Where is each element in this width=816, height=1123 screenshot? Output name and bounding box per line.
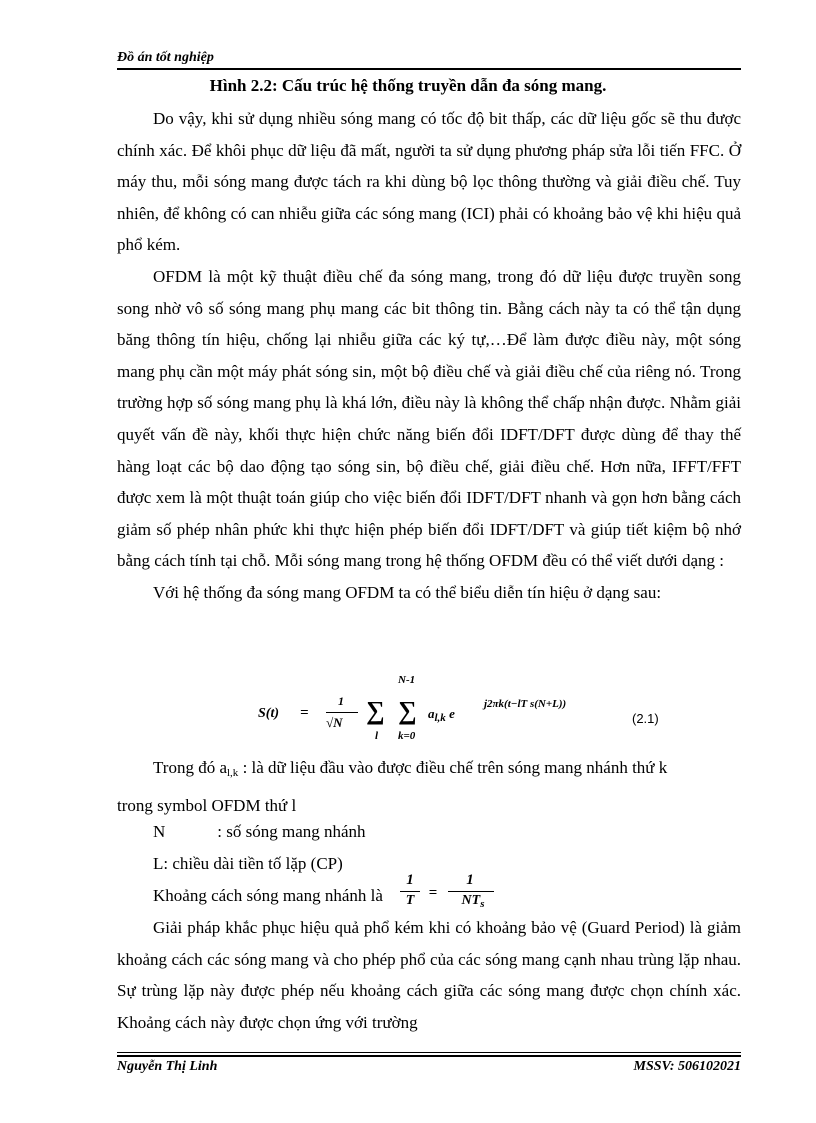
footer-rule-thin	[117, 1052, 741, 1053]
where-line-2: trong symbol OFDM thứ l	[117, 795, 297, 815]
formula-sum-l: ∑	[366, 696, 385, 725]
paragraph-1: Do vậy, khi sử dụng nhiều sóng mang có tốc độ bit thấp, các dữ liệu gốc sẽ thu được chính xác. Để khôi phục dữ liệu đã mất, người ta sử dụng phương pháp sửa lỗi tiến FFC. Ở máy thu, mỗi sóng mang được tách ra khi dùng bộ lọc thông thường và giải điều chế. Tuy nhiên, để không có can nhiễu giữa các sóng mang (ICI) phải có khoảng bảo vệ khi hiệu quả phổ kém.	[117, 109, 741, 255]
where-a-sub: l,k	[227, 767, 239, 779]
where-l-line: L: chiều dài tiền tố lặp (CP)	[153, 854, 343, 873]
formula-frac-num: 1	[338, 694, 344, 708]
spacing-den2: NT	[461, 893, 481, 908]
formula-sum2-top: N-1	[398, 674, 416, 686]
formula-frac-bar	[326, 712, 358, 713]
formula-sum-l-index: l	[375, 730, 379, 742]
formula-frac-den: √N	[326, 715, 343, 730]
spacing-frac1-num: 1	[406, 872, 414, 888]
where-n-desc: : số sóng mang nhánh	[217, 822, 366, 841]
spacing-equals: =	[428, 885, 438, 901]
formula-sum-k: ∑	[398, 696, 417, 725]
spacing-den2-sub: s	[480, 898, 485, 910]
footer-rule-thick	[117, 1055, 741, 1057]
formula-term-sub: l,k	[434, 712, 446, 724]
page-header	[117, 49, 741, 67]
spacing-text: Khoảng cách sóng mang nhánh là	[153, 886, 383, 905]
where-line-1	[117, 752, 741, 821]
figure-caption: Hình 2.2: Cấu trúc hệ thống truyền dẫn đa sóng mang.	[209, 76, 607, 95]
formula-exp-base: e	[449, 706, 455, 721]
header-rule	[117, 68, 741, 70]
where-a: Trong đó a	[153, 758, 227, 777]
spacing-frac2-den	[448, 893, 498, 910]
formula-term	[428, 706, 455, 724]
paragraph-2: OFDM là một kỹ thuật điều chế đa sóng mang, trong đó dữ liệu được truyền song song nhờ vô số sóng mang phụ mang các bit thông tin. Bằng cách này ta có thể tận dụng băng thông tín hiệu, chống lại nhiễu giữa các ký tự,…Để làm được điều này, một sóng mang phụ cần một máy phát sóng sin, một bộ điều chế và giải điều chế của riêng nó. Trong trường hợp số sóng mang phụ là khá lớn, điều này là không thể chấp nhận được. Nhằm giải quyết vấn đề này, khối thực hiện chức năng biến đổi IDFT/DFT được dùng để thay thế hàng loạt các bộ dao động tạo sóng sin, bộ điều chế, giải điều chế. Hơn nữa, IFFT/FFT được xem là một thuật toán giúp cho việc biến đổi IDFT/DFT nhanh và gọn hơn bằng cách giảm số phép nhân phức khi thực hiện phép biến đổi IDFT/DFT và giúp tiết kiệm bộ nhớ bằng cách tính tại chỗ. Mỗi sóng mang trong hệ thống OFDM đều có thể viết dưới dạng :	[117, 266, 741, 571]
formula-lhs: S(t)	[258, 706, 279, 721]
spacing-frac2-bar	[448, 891, 494, 892]
spacing-frac1-den: T	[405, 893, 415, 908]
body-text	[117, 103, 741, 609]
final-paragraph: Giải pháp khắc phục hiệu quả phổ kém khi có khoảng bảo vệ (Guard Period) là giảm khoảng cách các sóng mang và cho phép phổ của các sóng mang cạnh nhau trùng lặp nhau. Sự trùng lặp này được phép nếu khoảng cách giữa các sóng mang được chọn chính xác. Khoảng cách này được chọn ứng với trường	[117, 918, 741, 1032]
equation-number: (2.1)	[632, 711, 659, 726]
footer-author: Nguyễn Thị Linh	[117, 1059, 218, 1074]
spacing-frac1-bar	[400, 891, 420, 892]
where-n-label: N	[153, 822, 166, 841]
where-l	[117, 848, 741, 880]
spacing-frac2-num: 1	[466, 872, 474, 888]
final-paragraph-block	[117, 912, 741, 1038]
where-n	[117, 816, 741, 848]
formula-sum2-bot: k=0	[398, 730, 416, 742]
footer-student-id: MSSV: 506102021	[633, 1059, 741, 1074]
formula-exponent: j2πk(t−lT s(N+L))	[484, 698, 567, 710]
formula-equals: =	[300, 705, 309, 721]
paragraph-3: Với hệ thống đa sóng mang OFDM ta có thể biểu diễn tín hiệu ở dạng sau:	[153, 582, 662, 602]
where-a-desc: : là dữ liệu đầu vào được điều chế trên sóng mang nhánh thứ k	[238, 758, 668, 777]
header-title: Đồ án tốt nghiệp	[117, 50, 214, 65]
formula-term-a: a	[428, 706, 435, 721]
